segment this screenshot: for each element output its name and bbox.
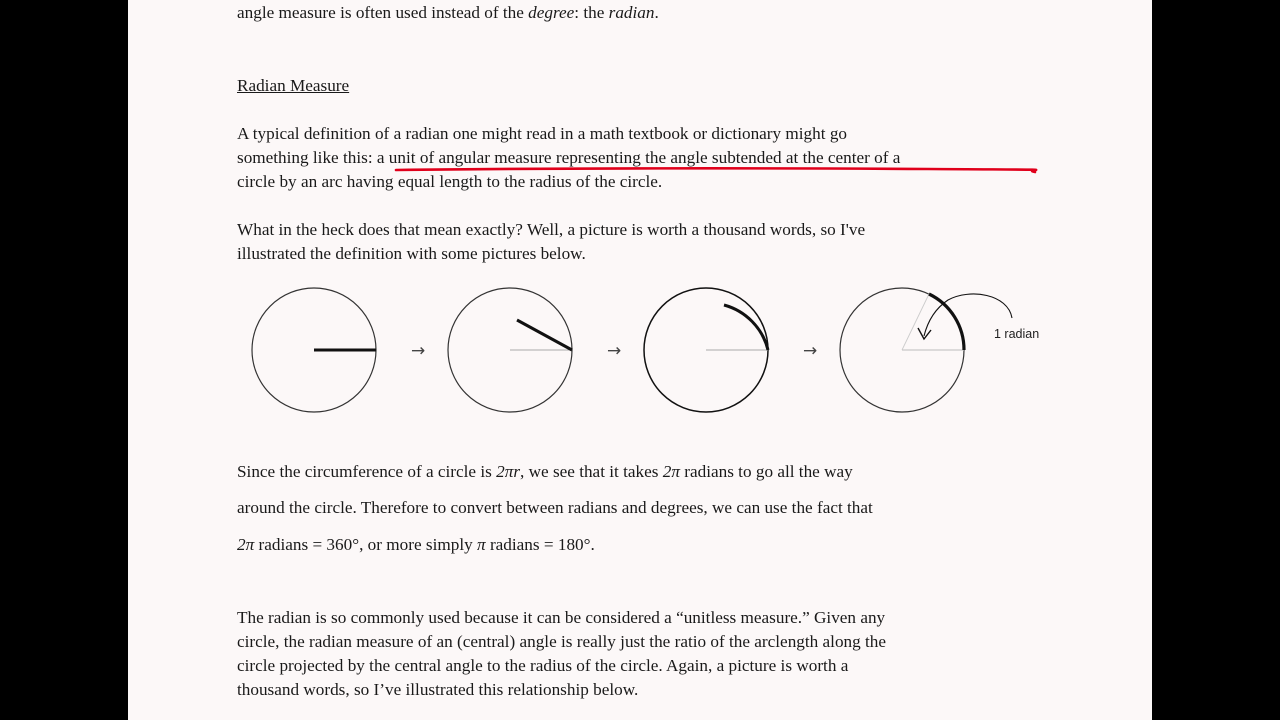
conversion-text: radians = 180°. xyxy=(485,535,595,554)
intro-text-middle: : the xyxy=(574,3,609,22)
conversion-line-3 xyxy=(237,533,595,557)
red-underline-annotation xyxy=(396,168,1036,172)
definition-quote-text: : a unit of angular measure representing the angle subtended at the center of a xyxy=(367,148,901,167)
intro-text-end: . xyxy=(654,3,659,22)
math-two-pi: 2π xyxy=(662,462,680,481)
arrow-icon: → xyxy=(411,341,426,361)
math-pi: π xyxy=(477,535,486,554)
angle-radius xyxy=(902,294,929,350)
arrow-icon: → xyxy=(803,341,818,361)
circle-step-3 xyxy=(644,288,768,412)
intro-radian-term: radian xyxy=(608,3,655,22)
definition-line-1: A typical definition of a radian one might read in a math textbook or dictionary might go xyxy=(237,124,848,143)
conversion-line-1 xyxy=(237,460,853,484)
math-two-pi: 2π xyxy=(237,535,255,554)
conversion-text: Since the circumference of a circle is xyxy=(237,462,497,481)
conversion-text: radians to go all the way xyxy=(679,462,853,481)
radian-label: 1 radian xyxy=(994,327,1040,341)
unitless-line-2: circle, the radian measure of an (central) angle is really just the ratio of the arclength along the xyxy=(237,632,887,651)
question-line-2: illustrated the definition with some pictures below. xyxy=(237,244,586,263)
conversion-line-2: around the circle. Therefore to convert between radians and degrees, we can use the fact that xyxy=(237,498,873,517)
unitless-line-3: circle projected by the central angle to the radius of the circle. Again, a picture is worth a xyxy=(237,656,849,675)
intro-text-start: angle measure is often used instead of the xyxy=(237,3,529,22)
arrow-icon: → xyxy=(607,341,622,361)
circle-step-2 xyxy=(448,288,572,412)
radius-rotating-line xyxy=(517,320,572,350)
definition-lead-text: something like this xyxy=(237,148,368,167)
definition-line-3: circle by an arc having equal length to the radius of the circle. xyxy=(237,172,663,191)
one-radian-arc xyxy=(929,294,964,350)
unitless-line-1: The radian is so commonly used because it can be considered a “unitless measure.” Given any xyxy=(237,608,886,627)
circle-step-1 xyxy=(252,288,376,412)
conversion-text: radians = 360°, or more simply xyxy=(254,535,478,554)
question-line-1: What in the heck does that mean exactly? Well, a picture is worth a thousand words, so I've xyxy=(237,220,866,239)
radius-bending-arc xyxy=(724,305,768,350)
intro-degree-term: degree xyxy=(528,3,575,22)
document-page xyxy=(128,0,1152,720)
circle-step-4 xyxy=(840,288,1012,412)
math-circumference: 2πr xyxy=(496,462,521,481)
conversion-text: , we see that it takes xyxy=(520,462,663,481)
section-heading: Radian Measure xyxy=(237,76,350,95)
unitless-line-4: thousand words, so I’ve illustrated this relationship below. xyxy=(237,680,639,699)
